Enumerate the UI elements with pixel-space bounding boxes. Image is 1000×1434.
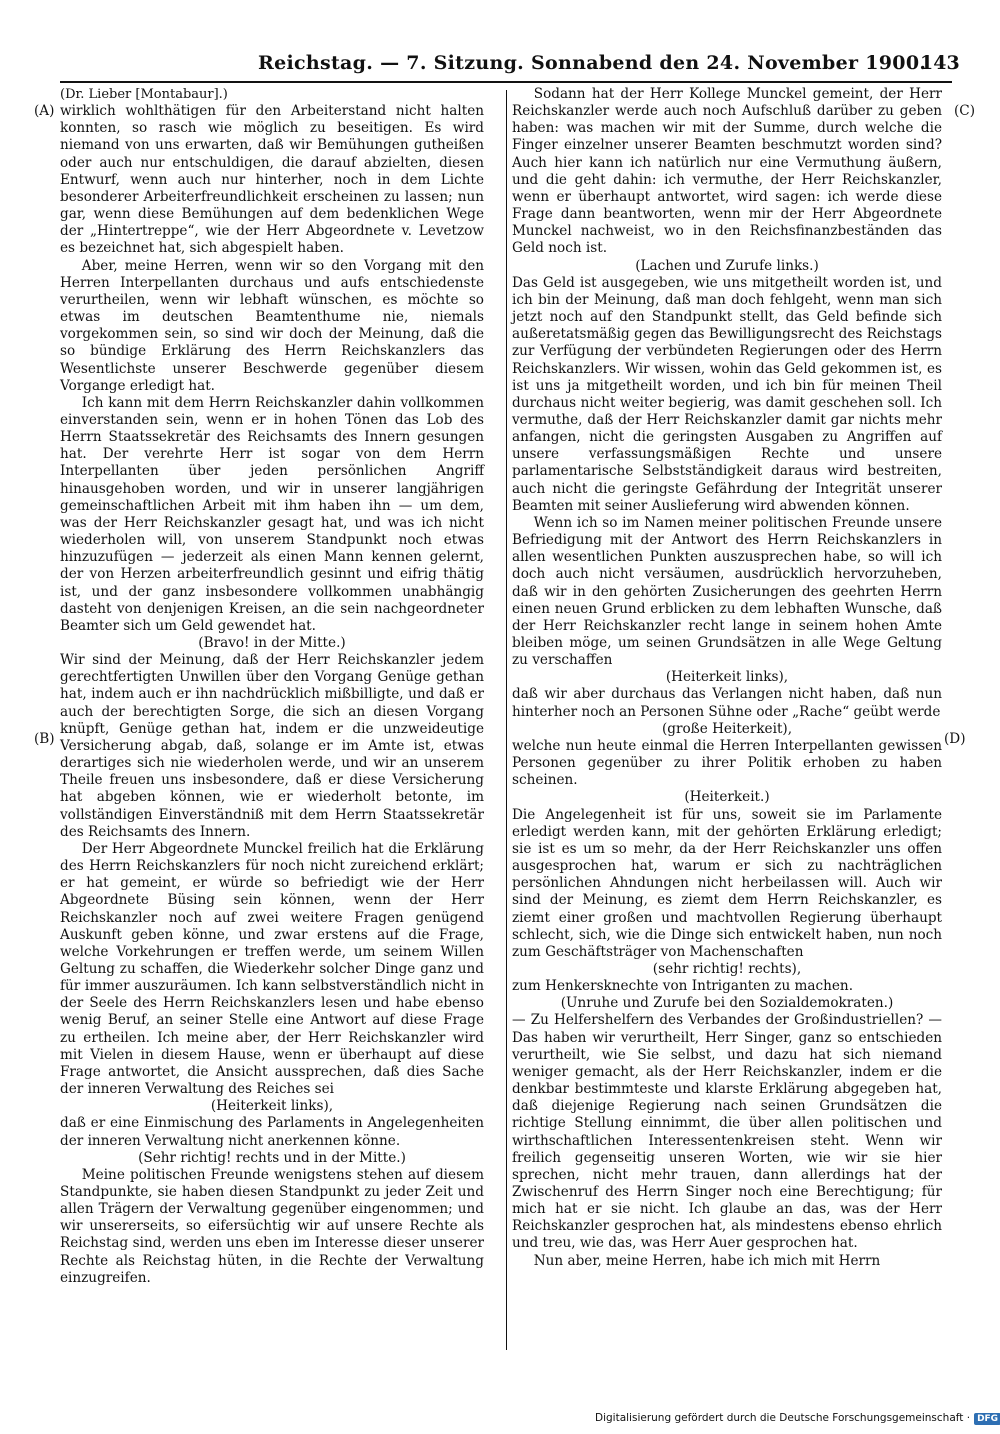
column-divider xyxy=(506,90,507,1350)
footer-credit xyxy=(595,1412,1000,1425)
dfg-logo: DFG xyxy=(974,1413,1000,1425)
interjection: (Sehr richtig! rechts und in der Mitte.) xyxy=(138,1149,406,1166)
paragraph: Ich kann mit dem Herrn Reichskanzler dahin vollkommen einverstanden sein, wenn er in hohen Tönen das Lob des Herrn Staatssekretär des Reichsamts des Innern gesungen hat. Der verehrte Herr ist sogar von dem Herrn Interpellanten über jeden persönlichen Angriff hinausgehoben worden, und wir in unserer langjährigen gemeinschaftlichen Arbeit mit ihm haben ihn — um dem, was der Herr Reichskanzler gesagt hat, und was ich nicht wiederholen will, von unserem Standpunkt noch etwas hinzuzufügen — jederzeit als einen Mann kennen gelernt, der von Herzen arbeiterfreundlich gesinnt und eifrig thätig ist, und der ganz insbesondere vollkommen unabhängig dasteht von denjenigen Kreisen, an die sein nachgeordneter Beamter sich um Geld gewendet hat. xyxy=(60,394,484,634)
footer-text: Digitalisierung gefördert durch die Deutsche Forschungsgemeinschaft · xyxy=(595,1412,971,1424)
speaker-line: (Dr. Lieber [Montabaur].) xyxy=(60,87,228,102)
paragraph: — Zu Helfershelfern des Verbandes der Großindustriellen? — Das haben wir verurtheilt, Herr Singer, ganz so entschieden verurtheilt, wie Sie selbst, und dazu hat sich niemand weniger gemacht, als der Herr Reichskanzler, indem er die denkbar bestimmteste und klarste Erklärung abgegeben hat, daß diejenige Regierung nach seinen Grundsätzen die richtige Stellung einnimmt, die über allen politischen und wirthschaftlichen Interessentenkreisen steht. Wenn wir freilich gegenseitig unseren Worten, wie wir sie hier sprechen, nicht mehr trauen, dann allerdings hat der Zwischenruf des Herrn Singer noch eine Berechtigung; für mich hat er sie nicht. Ich glaube an das, was der Herr Reichskanzler gesprochen hat, als mindestens ebenso ehrlich und treu, wie das, was Herr Auer gesprochen hat. xyxy=(512,1012,942,1252)
interjection: (Heiterkeit links), xyxy=(665,669,789,686)
paragraph: Wenn ich so im Namen meiner politischen Freunde unsere Befriedigung mit der Antwort des Herrn Reichskanzlers in allen wesentlichen Punkten auszusprechen habe, so will ich doch auch nicht versäumen, ausdrücklich hervorzuheben, daß wir in den gehörten Zusicherungen des geehrten Herrn einen neuen Grund erblicken zu dem lebhaften Wunsche, daß der Herr Reichskanzler recht lange in seinem hohen Amte bleiben möge, um seinen Grundsätzen in alle Wege Geltung zu verschaffen xyxy=(512,514,942,669)
margin-marker-c: (C) xyxy=(954,103,976,119)
paragraph: daß wir aber durchaus das Verlangen nicht haben, daß nun hinterher noch an Personen Sühne oder „Rache“ geübt werde xyxy=(512,686,942,720)
interjection: (große Heiterkeit), xyxy=(661,720,793,737)
interjection: (sehr richtig! rechts), xyxy=(652,960,802,977)
interjection: (Lachen und Zurufe links.) xyxy=(635,257,819,274)
paragraph: wirklich wohlthätigen für den Arbeiterstand nicht halten konnten, so rasch wie möglich zu beseitigen. Es wird niemand von uns erwarten, daß wir Bemühungen gutheißen oder auch nur entschuldigen, die darauf abzielten, diesen Entwurf, wenn auch nur hinterher, noch in dem Lichte besonderer Arbeiterfreundlichkeit erscheinen zu lassen; nun gar, wenn diese Bemühungen auf dem bedenklichen Wege der „Hintertreppe“, wie der Herr Abgeordnete v. Levetzow es bezeichnet hat, sich abgespielt haben. xyxy=(60,103,484,257)
paragraph: Das Geld ist ausgegeben, wie uns mitgetheilt worden ist, und ich bin der Meinung, daß man doch fehlgeht, wenn man sich jetzt noch auf den Standpunkt stellt, das Geld befinde sich außeretatsmäßig gegen das Bewilligungsrecht des Reichstags zur Verfügung der verbündeten Regierungen oder des Herrn Reichskanzlers. Wir wissen, wohin das Geld gekommen ist, es ist uns ja mitgetheilt worden, und ich bin für meinen Theil durchaus nicht weiter begierig, was damit geschehen soll. Ich vermuthe, daß der Herr Reichskanzler damit gar nichts mehr anfangen, nicht die geringsten Ausgaben zu Angriffen auf unsere verfassungsmäßigen Rechte und unsere parlamentarische Selbstständigkeit daraus wird bestreiten, auch nicht die geringste Gefährdung der Integrität unserer Beamten mit seiner Auslieferung wird abwenden können. xyxy=(512,274,942,514)
paragraph: Sodann hat der Herr Kollege Munckel gemeint, der Herr Reichskanzler werde auch noch Aufschluß darüber zu geben haben: was machen wir mit der Summe, durch welche die Finger einzelner unserer Beamten beschmutzt worden sind? Auch hier kann ich natürlich nur eine Vermuthung äußern, und die geht dahin: ich vermuthe, der Herr Reichskanzler, wenn er überhaupt antwortet, wird sagen: ich werde diese Frage dann beantworten, wenn mir der Herr Abgeordnete Munckel nachweist, wo in den Reichsfinanzbeständen das Geld noch ist. xyxy=(512,86,942,257)
paragraph: Der Herr Abgeordnete Munckel freilich hat die Erklärung des Herrn Reichskanzlers für noch nicht zureichend erklärt; er hat gemeint, er würde so befriedigt wie der Herr Abgeordnete Büsing sein können, wenn der Herr Reichskanzler noch auf zwei weitere Fragen genügend Auskunft geben könne, und zwar erstens auf die Frage, welche Vorkehrungen er treffen werde, um seinem Willen Geltung zu schaffen, die Wiederkehr solcher Dinge ganz und für immer auszuräumen. Ich kann selbstverständlich nicht in der Seele des Herrn Reichskanzlers lesen und habe ebenso wenig Beruf, an seiner Stelle eine Antwort auf diese Frage zu ertheilen. Ich meine aber, der Herr Reichskanzler wird mit Vielen in diesem Hause, wenn er überhaupt auf diese Frage antwortet, die Ansicht aussprechen, daß dies Sache der inneren Verwaltung des Reiches sei xyxy=(60,840,484,1098)
paragraph: zum Henkersknechte von Intriganten zu machen. xyxy=(512,978,854,995)
interjection: (Bravo! in der Mitte.) xyxy=(198,635,346,651)
margin-marker-a: (A) xyxy=(34,103,55,119)
paragraph: Die Angelegenheit ist für uns, soweit sie im Parlamente erledigt werden kann, mit der gehörten Erklärung erledigt; sie ist es um so mehr, da der Herr Reichskanzler uns offen ausgesprochen hat, warum er sich zu nachträglichen persönlichen Ahndungen nicht herbeilassen will. Auch wir sind der Meinung, es ziemt dem Herrn Reichskanzler, es ziemt einer großen und machtvollen Regierung überhaupt schlecht, sich, wie die Dinge sich entwickelt haben, nun noch zum Geschäftsträger von Machenschaften xyxy=(512,806,942,960)
interjection: (Unruhe und Zurufe bei den Sozialdemokraten.) xyxy=(560,995,894,1012)
paragraph: welche nun heute einmal die Herren Interpellanten gewissen Personen gegenüber zu ihrer Politik erhoben zu haben scheinen. xyxy=(512,737,942,789)
paragraph: Wir sind der Meinung, daß der Herr Reichskanzler jedem gerechtfertigten Unwillen über den Vorgang Genüge gethan hat, indem auch er ihn nachdrücklich mißbilligte, und daß er auch der berechtigten Sorge, die sich an diesen Vorgang knüpft, Genüge gethan hat, indem er die unzweideutige Versicherung abgab, daß, solange er im Amte ist, etwas derartiges sich nie wiederholen werde, und wir an unserem Theile freuen uns insbesondere, daß er diese Versicherung hat abgeben können, wie er wiederholt betonte, im vollständigen Einverständniß mit dem Herrn Staatssekretär des Reichsamts des Innern. xyxy=(60,652,484,840)
page-number: 143 xyxy=(920,52,960,74)
header-rule xyxy=(60,81,952,83)
paragraph: Nun aber, meine Herren, habe ich mich mit Herrn xyxy=(533,1252,881,1269)
running-title: Reichstag. — 7. Sitzung. Sonnabend den 24. November 1900. xyxy=(258,52,927,74)
right-column xyxy=(512,86,942,1270)
page-header xyxy=(0,52,1000,82)
left-column xyxy=(60,86,484,1287)
interjection: (Heiterkeit.) xyxy=(684,789,770,806)
margin-marker-d: (D) xyxy=(944,731,966,747)
paragraph: Aber, meine Herren, wenn wir so den Vorgang mit den Herren Interpellanten durchaus und aufs entschiedenste verurtheilen, wenn wir lebhaft wünschen, es möchte so etwas im deutschen Beamtenthume nie, niemals vorgekommen sein, so sind wir doch der Meinung, daß die so bündige Erklärung des Herrn Reichskanzlers das Wesentlichste unserer Beschwerde gegenüber diesem Vorgange erledigt hat. xyxy=(60,257,484,394)
interjection: (Heiterkeit links), xyxy=(210,1098,334,1115)
margin-marker-b: (B) xyxy=(34,731,55,747)
paragraph: daß er eine Einmischung des Parlaments in Angelegenheiten der inneren Verwaltung nicht anerkennen könne. xyxy=(60,1115,484,1149)
paragraph: Meine politischen Freunde wenigstens stehen auf diesem Standpunkte, sie haben diesen Standpunkt zu jeder Zeit und allen Trägern der Verwaltung gegenüber eingenommen; und wir unsererseits, so eifersüchtig wir auf unsere Rechte als Reichstag sind, werden uns eben im Interesse dieser unserer Rechte als Reichstag hüten, in die Rechte der Verwaltung einzugreifen. xyxy=(60,1166,484,1286)
